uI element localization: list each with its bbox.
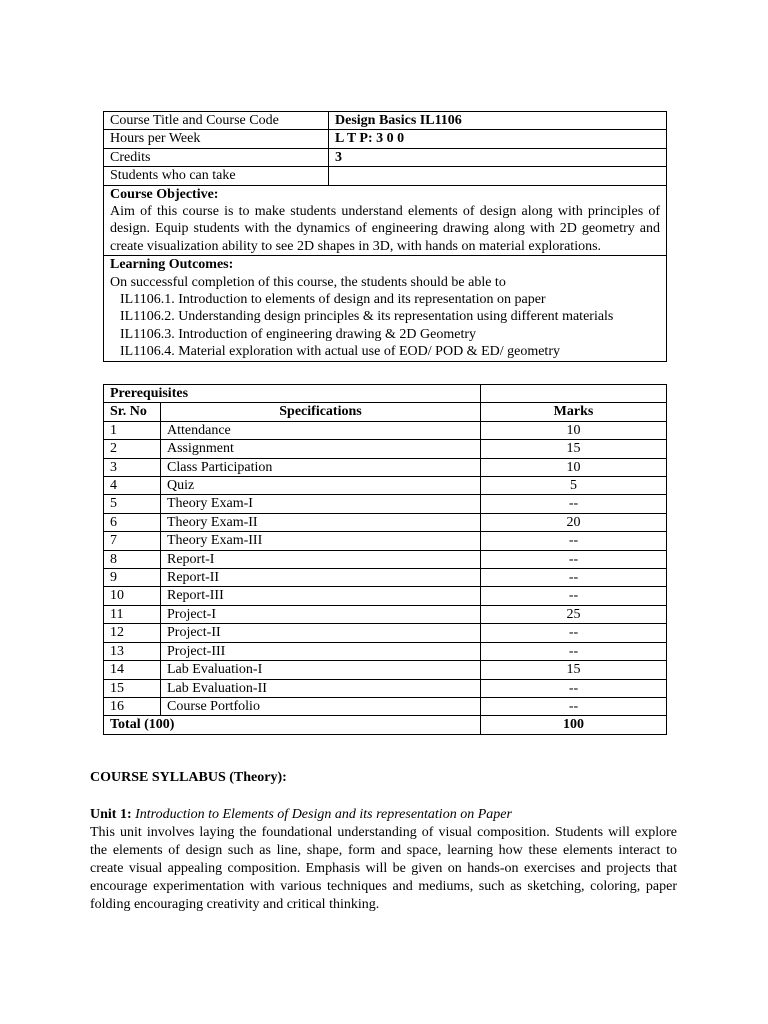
sr-no-cell: 8 xyxy=(104,550,161,568)
sr-no-cell: 12 xyxy=(104,624,161,642)
marks-cell: 10 xyxy=(481,421,667,439)
table-row xyxy=(104,495,667,513)
course-title-label: Course Title and Course Code xyxy=(104,112,329,130)
sr-no-cell: 9 xyxy=(104,569,161,587)
learning-outcomes-heading: Learning Outcomes: xyxy=(110,257,234,273)
sr-no-cell: 13 xyxy=(104,642,161,660)
course-objective-heading: Course Objective: xyxy=(110,186,219,202)
learning-outcome-3: IL1106.3. Introduction of engineering drawing & 2D Geometry xyxy=(120,326,477,342)
total-value: 100 xyxy=(481,716,667,734)
marks-cell: -- xyxy=(481,587,667,605)
table-row xyxy=(104,679,667,697)
specification-cell: Lab Evaluation-I xyxy=(161,661,481,679)
table-row xyxy=(104,167,667,185)
table-row xyxy=(104,697,667,715)
credits-label: Credits xyxy=(104,148,329,166)
unit-1-section xyxy=(90,806,677,914)
eligibility-label: Students who can take xyxy=(104,167,329,185)
marks-cell: -- xyxy=(481,569,667,587)
course-title-value: Design Basics IL1106 xyxy=(329,112,667,130)
table-row xyxy=(104,130,667,148)
table-row xyxy=(104,642,667,660)
sr-no-cell: 16 xyxy=(104,697,161,715)
specification-cell: Attendance xyxy=(161,421,481,439)
total-label: Total (100) xyxy=(104,716,481,734)
learning-outcome-4: IL1106.4. Material exploration with actual use of EOD/ POD & ED/ geometry xyxy=(120,344,560,360)
course-info-table xyxy=(103,111,667,362)
marks-cell: 15 xyxy=(481,661,667,679)
table-row xyxy=(104,185,667,256)
sr-no-cell: 11 xyxy=(104,605,161,623)
sr-no-cell: 1 xyxy=(104,421,161,439)
column-header-sr-no: Sr. No xyxy=(104,403,161,421)
marks-cell: -- xyxy=(481,532,667,550)
sr-no-cell: 7 xyxy=(104,532,161,550)
column-header-specifications: Specifications xyxy=(161,403,481,421)
table-row xyxy=(104,421,667,439)
sr-no-cell: 6 xyxy=(104,513,161,531)
table-row xyxy=(104,477,667,495)
sr-no-cell: 4 xyxy=(104,477,161,495)
marks-cell: 10 xyxy=(481,458,667,476)
table-header-row xyxy=(104,403,667,421)
specification-cell: Course Portfolio xyxy=(161,697,481,715)
sr-no-cell: 3 xyxy=(104,458,161,476)
table-row xyxy=(104,385,667,403)
learning-outcome-2: IL1106.2. Understanding design principles & its representation using different materials xyxy=(120,309,614,325)
specification-cell: Project-II xyxy=(161,624,481,642)
hours-label: Hours per Week xyxy=(104,130,329,148)
sr-no-cell: 14 xyxy=(104,661,161,679)
table-row xyxy=(104,256,667,361)
specification-cell: Report-III xyxy=(161,587,481,605)
specification-cell: Theory Exam-II xyxy=(161,513,481,531)
table-row xyxy=(104,112,667,130)
marks-cell: -- xyxy=(481,624,667,642)
marks-cell: -- xyxy=(481,697,667,715)
table-row xyxy=(104,440,667,458)
unit-1-description: This unit involves laying the foundational understanding of visual composition. Students will explore the elements of design such as line, shape, form and space, learning how these elements interact to create visual appealing composition. Emphasis will be given on hands-on exercises and projects that encourage experimentation with various techniques and mediums, such as sketching, coloring, paper folding encouraging creativity and critical thinking. xyxy=(90,825,677,912)
learning-outcomes-cell xyxy=(104,256,667,361)
specification-cell: Assignment xyxy=(161,440,481,458)
marks-cell: -- xyxy=(481,679,667,697)
specification-cell: Theory Exam-I xyxy=(161,495,481,513)
unit-1-label: Unit 1: xyxy=(90,807,132,822)
marks-cell: 25 xyxy=(481,605,667,623)
specification-cell: Report-II xyxy=(161,569,481,587)
sr-no-cell: 2 xyxy=(104,440,161,458)
table-row xyxy=(104,532,667,550)
prerequisites-value xyxy=(481,385,667,403)
table-row xyxy=(104,513,667,531)
table-row xyxy=(104,624,667,642)
assessment-table xyxy=(103,384,667,735)
learning-outcomes-intro: On successful completion of this course, the students should be able to xyxy=(110,274,506,290)
marks-cell: -- xyxy=(481,495,667,513)
specification-cell: Lab Evaluation-II xyxy=(161,679,481,697)
specification-cell: Project-I xyxy=(161,605,481,623)
hours-value: L T P: 3 0 0 xyxy=(329,130,667,148)
specification-cell: Project-III xyxy=(161,642,481,660)
eligibility-value xyxy=(329,167,667,185)
sr-no-cell: 15 xyxy=(104,679,161,697)
unit-1-title: Introduction to Elements of Design and its representation on Paper xyxy=(135,807,512,822)
table-row xyxy=(104,661,667,679)
marks-cell: -- xyxy=(481,550,667,568)
sr-no-cell: 10 xyxy=(104,587,161,605)
table-row xyxy=(104,550,667,568)
table-row xyxy=(104,587,667,605)
prerequisites-label: Prerequisites xyxy=(104,385,481,403)
specification-cell: Quiz xyxy=(161,477,481,495)
column-header-marks: Marks xyxy=(481,403,667,421)
table-row xyxy=(104,605,667,623)
sr-no-cell: 5 xyxy=(104,495,161,513)
marks-cell: -- xyxy=(481,642,667,660)
table-row xyxy=(104,458,667,476)
table-row xyxy=(104,148,667,166)
syllabus-heading: COURSE SYLLABUS (Theory): xyxy=(90,770,287,785)
marks-cell: 5 xyxy=(481,477,667,495)
table-row xyxy=(104,569,667,587)
total-row xyxy=(104,716,667,734)
specification-cell: Report-I xyxy=(161,550,481,568)
course-objective-cell xyxy=(104,185,667,256)
marks-cell: 20 xyxy=(481,513,667,531)
credits-value: 3 xyxy=(329,148,667,166)
specification-cell: Theory Exam-III xyxy=(161,532,481,550)
course-objective-text: Aim of this course is to make students understand elements of design along with principles of design. Equip students with the dynamics of engineering drawing along with 2D geometry and create visualization ability to see 2D shapes in 3D, with hands on material explorations. xyxy=(110,204,660,254)
learning-outcome-1: IL1106.1. Introduction to elements of design and its representation on paper xyxy=(120,292,546,308)
specification-cell: Class Participation xyxy=(161,458,481,476)
marks-cell: 15 xyxy=(481,440,667,458)
